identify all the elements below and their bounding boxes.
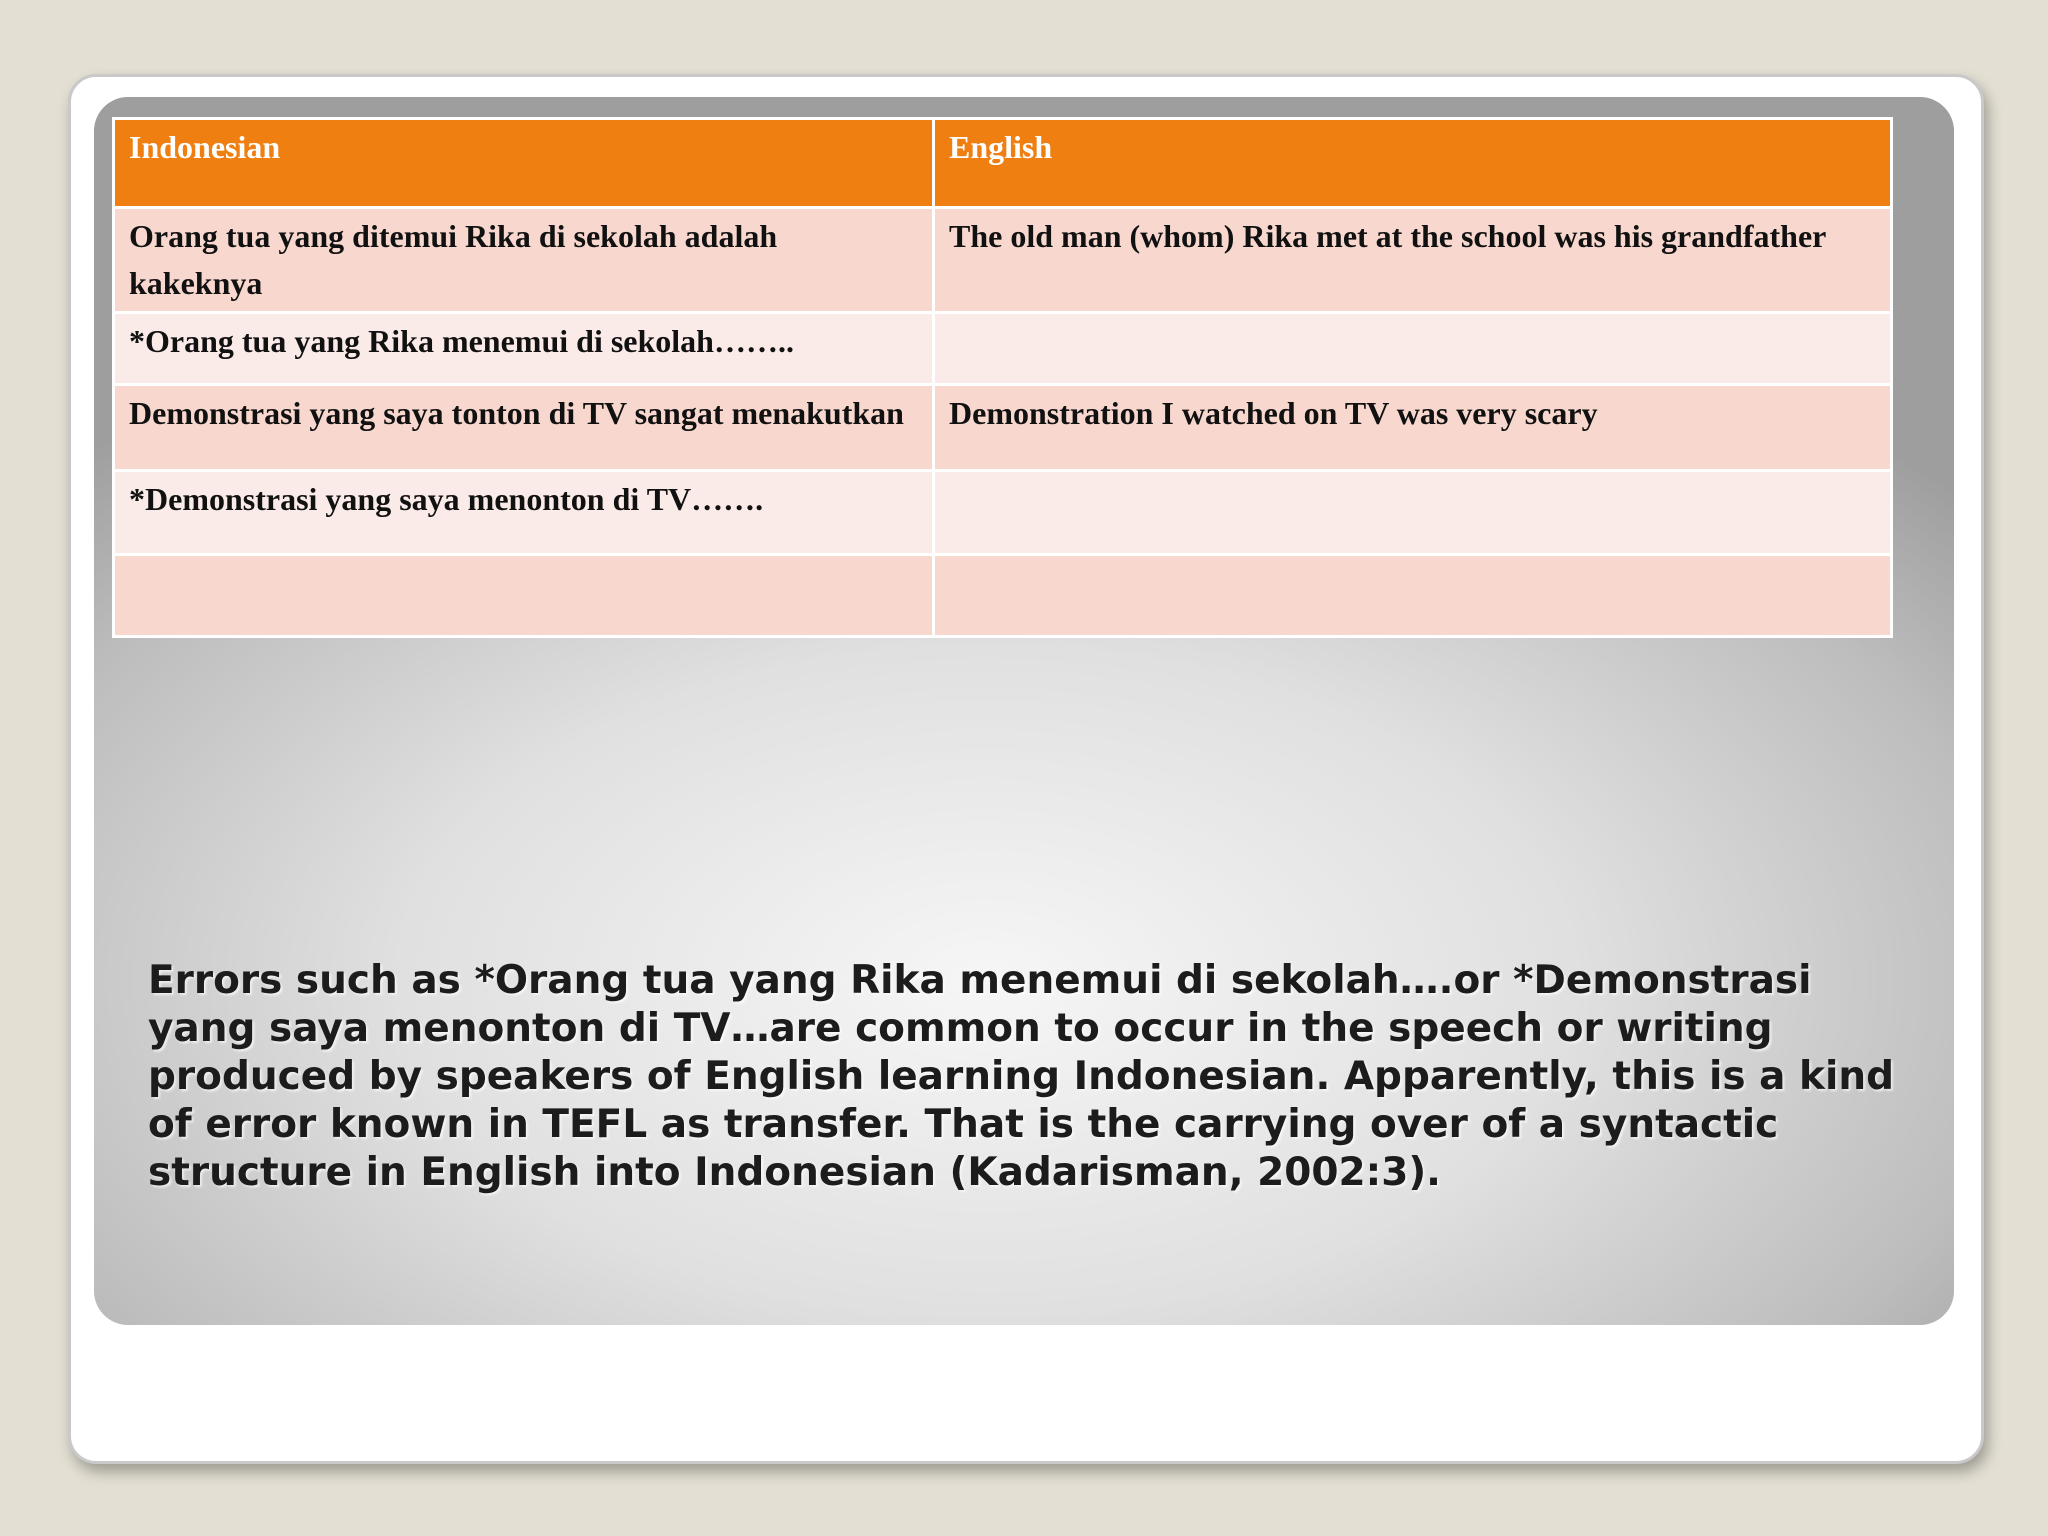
- cell-indonesian: *Orang tua yang Rika menemui di sekolah……..: [114, 313, 934, 385]
- header-indonesian: Indonesian: [114, 119, 934, 208]
- cell-english: [934, 471, 1892, 555]
- cell-indonesian: Orang tua yang ditemui Rika di sekolah adalah kakeknya: [114, 208, 934, 313]
- cell-english: The old man (whom) Rika met at the school was his grandfather: [934, 208, 1892, 313]
- table-row: [114, 208, 1892, 313]
- table-row: [114, 385, 1892, 471]
- cell-english: [934, 555, 1892, 637]
- cell-indonesian: [114, 555, 934, 637]
- explanation-paragraph: Errors such as *Orang tua yang Rika menemui di sekolah….or *Demonstrasi yang saya menonton di TV…are common to occur in the speech or writing produced by speakers of English learning Indonesian. Apparently, this is a kind of error known in TEFL as transfer. That is the carrying over of a syntactic structure in English into Indonesian (Kadarisman, 2002:3).: [148, 958, 1895, 1195]
- translation-table: [112, 117, 1893, 638]
- table-row: [114, 471, 1892, 555]
- cell-english: Demonstration I watched on TV was very scary: [934, 385, 1892, 471]
- header-english: English: [934, 119, 1892, 208]
- cell-indonesian: Demonstrasi yang saya tonton di TV sangat menakutkan: [114, 385, 934, 471]
- cell-indonesian: *Demonstrasi yang saya menonton di TV…….: [114, 471, 934, 555]
- table-row: [114, 555, 1892, 637]
- cell-english: [934, 313, 1892, 385]
- table-row: [114, 313, 1892, 385]
- table-header-row: [114, 119, 1892, 208]
